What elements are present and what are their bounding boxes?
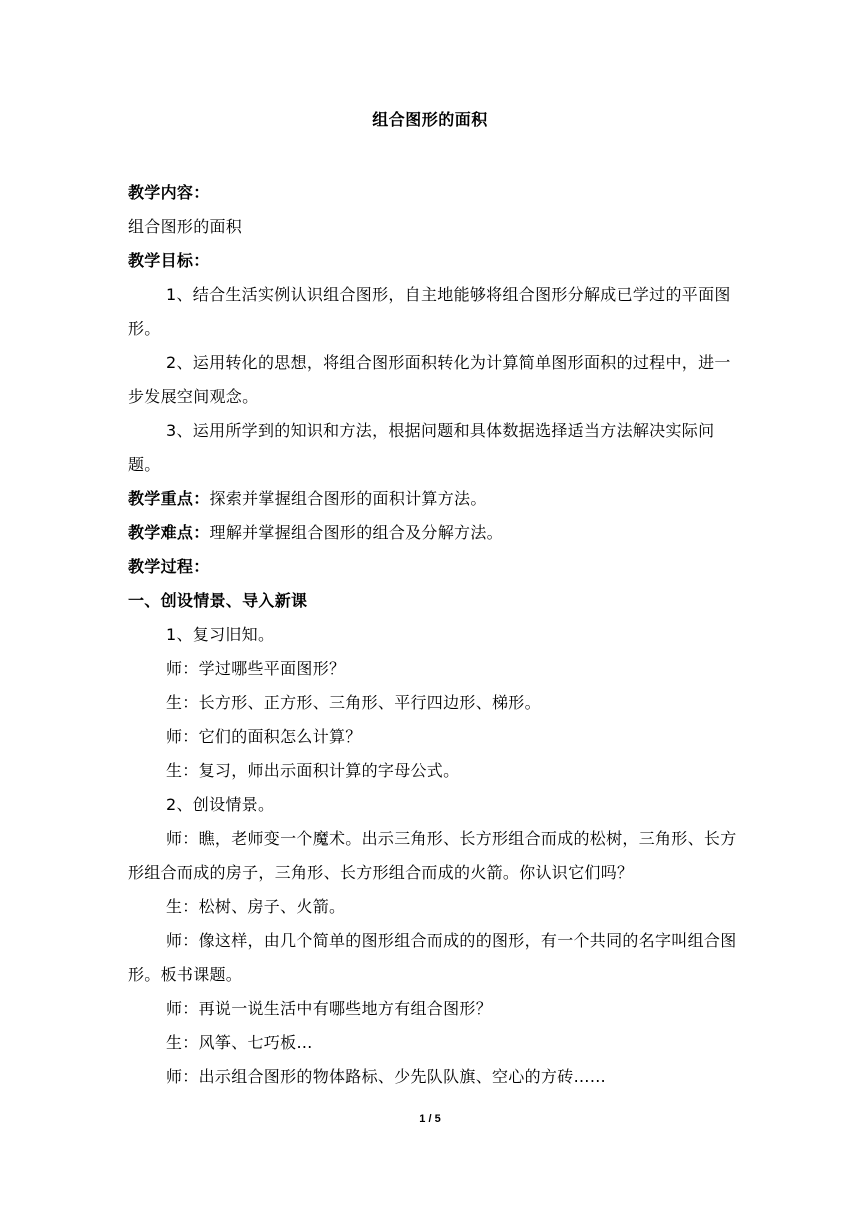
section-heading-1: 一、创设情景、导入新课	[128, 591, 308, 610]
dialogue-line: 生：松树、房子、火箭。	[166, 897, 346, 916]
content-text: 组合图形的面积	[128, 217, 243, 236]
process-heading: 教学过程：	[128, 557, 210, 576]
difficulty-text: 理解并掌握组合图形的组合及分解方法。	[209, 523, 503, 542]
dialogue-line: 生：复习，师出示面积计算的字母公式。	[166, 761, 460, 780]
dialogue-line: 师：像这样，由几个简单的图形组合而成的的图形，有一个共同的名字叫组合图形。板书课题。	[128, 931, 737, 984]
dialogue-line: 生：长方形、正方形、三角形、平行四边形、梯形。	[166, 693, 541, 712]
content-heading: 教学内容：	[128, 183, 210, 202]
key-point-text: 探索并掌握组合图形的面积计算方法。	[209, 489, 487, 508]
dialogue-line: 师：它们的面积怎么计算？	[166, 727, 362, 746]
dialogue-line: 师：再说一说生活中有哪些地方有组合图形？	[166, 999, 493, 1018]
goal-heading: 教学目标：	[128, 251, 210, 270]
goal-item-2: 2、运用转化的思想，将组合图形面积转化为计算简单图形面积的过程中，进一步发展空间观念。	[128, 353, 731, 406]
document-body	[128, 176, 740, 1094]
dialogue-line: 生：风筝、七巧板…	[166, 1033, 313, 1052]
goal-item-3: 3、运用所学到的知识和方法，根据问题和具体数据选择适当方法解决实际问题。	[128, 421, 715, 474]
goal-item-1: 1、结合生活实例认识组合图形，自主地能够将组合图形分解成已学过的平面图形。	[128, 285, 731, 338]
dialogue-line: 师：出示组合图形的物体路标、少先队队旗、空心的方砖……	[166, 1067, 607, 1086]
dialogue-line: 师：学过哪些平面图形？	[166, 659, 346, 678]
key-point-label: 教学重点：	[128, 489, 210, 508]
review-step: 1、复习旧知。	[166, 625, 275, 644]
difficulty-label: 教学难点：	[128, 523, 210, 542]
key-point	[128, 482, 740, 516]
document-title: 组合图形的面积	[372, 110, 488, 129]
difficulty-point	[128, 516, 740, 550]
dialogue-line: 师：瞧，老师变一个魔术。出示三角形、长方形组合而成的松树，三角形、长方形组合而成的房子，三角形、长方形组合而成的火箭。你认识它们吗？	[128, 829, 737, 882]
page-number: 1 / 5	[419, 1113, 441, 1125]
scene-step: 2、创设情景。	[166, 795, 275, 814]
